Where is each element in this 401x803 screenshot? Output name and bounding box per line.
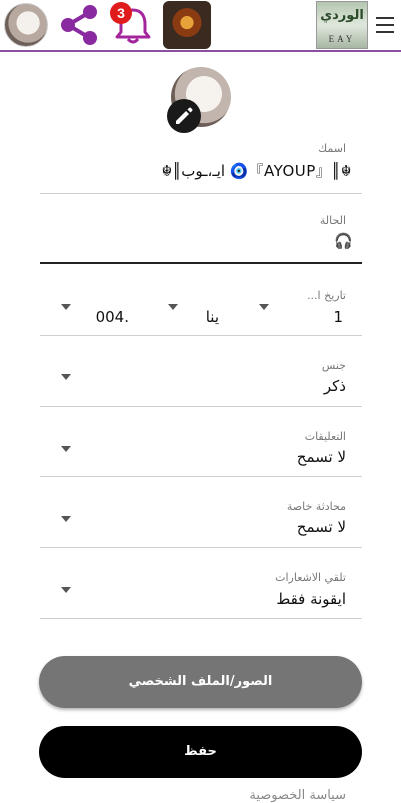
gender-divider: [40, 406, 362, 407]
share-icon[interactable]: [58, 4, 102, 46]
birth-month-select[interactable]: ينا: [205, 308, 219, 326]
status-label: الحالة: [319, 214, 346, 227]
pencil-icon: [167, 99, 201, 133]
name-input[interactable]: ☬║ايـ،ـوب 🧿『AYOUP』║☬: [161, 162, 352, 180]
comments-label: التعليقات: [304, 430, 346, 443]
privacy-policy-link[interactable]: سياسة الخصوصية: [249, 788, 346, 803]
status-divider: [40, 262, 362, 264]
notifications-button[interactable]: [110, 2, 156, 48]
birth-year-select[interactable]: 004.: [95, 308, 129, 326]
user-avatar[interactable]: [4, 3, 48, 47]
save-button[interactable]: حفظ: [39, 726, 362, 778]
logo-title: الوردي: [320, 8, 364, 23]
gender-label: جنس: [321, 359, 346, 372]
topbar-divider: [0, 50, 401, 52]
logo-subtitle: EAY: [328, 34, 356, 44]
emblem-image[interactable]: [163, 1, 211, 49]
month-caret-icon[interactable]: [168, 304, 178, 310]
app-logo: [316, 1, 368, 49]
menu-icon[interactable]: [376, 12, 394, 36]
comments-divider: [40, 476, 362, 477]
top-bar: [0, 0, 401, 50]
day-caret-icon[interactable]: [259, 304, 269, 310]
photos-profile-button[interactable]: الصور/الملف الشخصي: [39, 656, 362, 708]
status-input[interactable]: 🎧: [334, 232, 353, 250]
comments-caret-icon[interactable]: [61, 446, 71, 452]
edit-picture-button[interactable]: [167, 99, 201, 133]
name-divider: [40, 193, 362, 194]
gender-select[interactable]: ذكر: [323, 377, 346, 395]
notifications-caret-icon[interactable]: [61, 587, 71, 593]
private-chat-select[interactable]: لا تسمح: [296, 518, 346, 536]
notifications-divider: [40, 618, 362, 619]
private-chat-divider: [40, 547, 362, 548]
private-chat-caret-icon[interactable]: [61, 516, 71, 522]
private-chat-label: محادثة خاصة: [286, 500, 346, 513]
year-caret-icon[interactable]: [61, 304, 71, 310]
comments-select[interactable]: لا تسمح: [296, 448, 346, 466]
birth-day-select[interactable]: 1: [333, 308, 343, 326]
notifications-label: تلقي الاشعارات: [275, 571, 346, 584]
notifications-select[interactable]: ايقونة فقط: [276, 590, 346, 608]
birthdate-divider: [40, 335, 362, 336]
birthdate-label: تاريخ ا...: [307, 289, 346, 302]
name-label: اسمك: [318, 142, 346, 155]
notification-badge: 3: [110, 2, 132, 24]
gender-caret-icon[interactable]: [61, 374, 71, 380]
